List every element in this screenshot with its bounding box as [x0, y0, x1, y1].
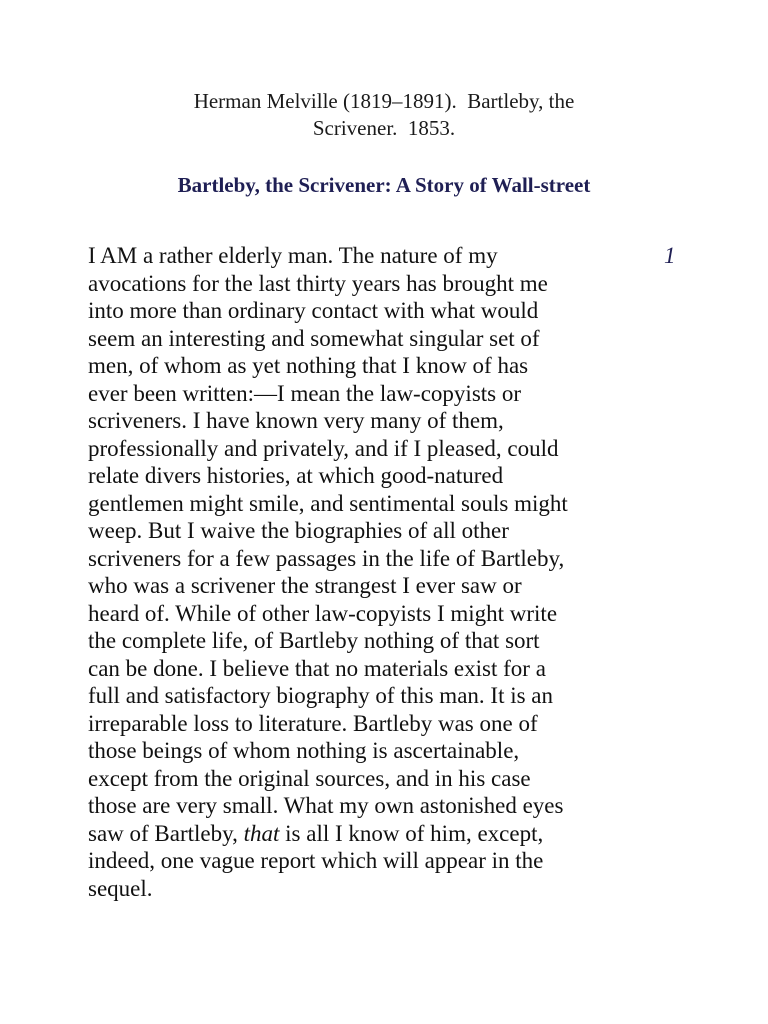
body-line: scriveners for a few passages in the life of Bartleby, [88, 545, 565, 571]
story-title: Bartleby, the Scrivener: A Story of Wall-street [177, 173, 591, 197]
paragraph-number: 1 [664, 243, 676, 268]
body-line: professionally and privately, and if I pleased, could [88, 435, 559, 461]
body-line: irreparable loss to literature. Bartleby was one of [88, 710, 538, 736]
body-line: the complete life, of Bartleby nothing of that sort [88, 628, 540, 653]
citation-line-1: Herman Melville (1819–1891). Bartleby, the [193, 89, 575, 113]
body-line: weep. But I waive the biographies of all other [88, 518, 509, 543]
body-line: those beings of whom nothing is ascertainable, [88, 738, 520, 763]
citation-header [0, 88, 768, 142]
body-line: sequel. [88, 875, 153, 901]
body-line: seem an interesting and somewhat singular set of [88, 325, 540, 351]
body-text-run: saw of Bartleby, [88, 820, 244, 846]
body-line: those are very small. What my own astonished eyes [88, 793, 564, 818]
body-line: avocations for the last thirty years has brought me [88, 270, 548, 296]
body-line: indeed, one vague report which will appear in the [88, 848, 544, 873]
citation-line-2: Scrivener. 1853. [312, 116, 456, 140]
body-line: into more than ordinary contact with what would [88, 298, 539, 323]
body-line: can be done. I believe that no materials exist for a [88, 655, 546, 681]
body-line: full and satisfactory biography of this man. It is an [88, 683, 554, 708]
body-line: men, of whom as yet nothing that I know of has [88, 353, 529, 378]
body-paragraph [88, 242, 668, 902]
body-line-with-emphasis [88, 820, 668, 848]
body-line: heard of. While of other law-copyists I might write [88, 600, 558, 626]
body-line: relate divers histories, at which good-natured [88, 463, 504, 488]
body-line: except from the original sources, and in his case [88, 765, 531, 791]
body-line: gentlemen might smile, and sentimental souls might [88, 490, 568, 516]
body-line: I AM a rather elderly man. The nature of my [88, 243, 498, 268]
body-line: who was a scrivener the strangest I ever saw or [88, 573, 522, 598]
body-text-run: is all I know of him, except, [279, 820, 544, 846]
emphasis-that: that [243, 820, 280, 846]
body-line: scriveners. I have known very many of them, [88, 408, 504, 433]
body-line: ever been written:—I mean the law-copyists or [88, 380, 522, 406]
